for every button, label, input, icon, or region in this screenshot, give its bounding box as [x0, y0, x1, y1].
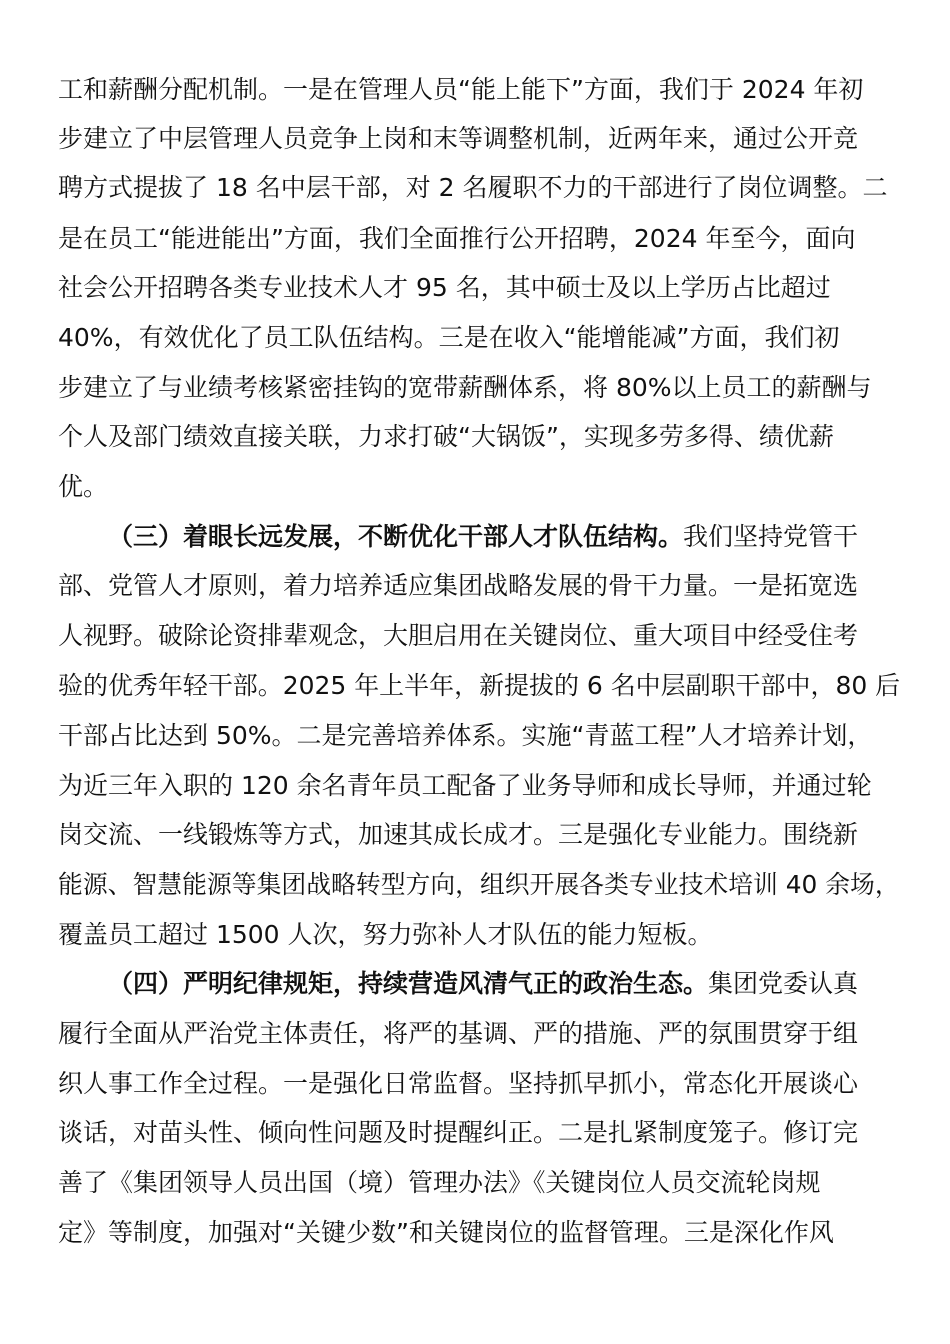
section-heading-4: （四）严明纪律规矩，持续营造风清气正的政治生态。	[108, 969, 709, 998]
paragraph-1-line-4: 是在员工“能进能出”方面，我们全面推行公开招聘，2024 年至今，面向	[58, 224, 856, 253]
paragraph-1-line-5: 社会公开招聘各类专业技术人才 95 名，其中硕士及以上学历占比超过	[58, 273, 831, 302]
paragraph-1-line-7: 步建立了与业绩考核紧密挂钩的宽带薪酬体系，将 80%以上员工的薪酬与	[58, 373, 872, 402]
paragraph-2-first-line	[108, 517, 858, 557]
paragraph-1-line-3: 聘方式提拔了 18 名中层干部，对 2 名履职不力的干部进行了岗位调整。二	[58, 173, 888, 202]
paragraph-2-first-line-text: 我们坚持党管干	[683, 522, 859, 551]
paragraph-3-line-2: 履行全面从严治党主体责任，将严的基调、严的措施、严的氛围贯穿于组	[58, 1019, 859, 1048]
paragraph-2-line-4: 验的优秀年轻干部。2025 年上半年，新提拔的 6 名中层副职干部中，80 后	[58, 671, 901, 700]
paragraph-2-line-2: 部、党管人才原则，着力培养适应集团战略发展的骨干力量。一是拓宽选	[58, 571, 859, 600]
paragraph-2-line-5: 干部占比达到 50%。二是完善培养体系。实施“青蓝工程”人才培养计划，	[58, 721, 873, 750]
paragraph-2-line-6: 为近三年入职的 120 余名青年员工配备了业务导师和成长导师，并通过轮	[58, 771, 872, 800]
paragraph-3-line-6: 定》等制度，加强对“关键少数”和关键岗位的监督管理。三是深化作风	[58, 1218, 834, 1247]
paragraph-3-line-5: 善了《集团领导人员出国（境）管理办法》《关键岗位人员交流轮岗规	[58, 1168, 821, 1197]
paragraph-1-line-8: 个人及部门绩效直接关联，力求打破“大锅饭”，实现多劳多得、绩优薪	[58, 422, 834, 451]
paragraph-2-line-9: 覆盖员工超过 1500 人次，努力弥补人才队伍的能力短板。	[58, 920, 713, 949]
paragraph-2-line-8: 能源、智慧能源等集团战略转型方向，组织开展各类专业技术培训 40 余场，	[58, 870, 900, 899]
paragraph-2-line-7: 岗交流、一线锻炼等方式，加速其成长成才。三是强化专业能力。围绕新	[58, 820, 859, 849]
paragraph-1-line-2: 步建立了中层管理人员竞争上岗和末等调整机制，近两年来，通过公开竞	[58, 124, 859, 153]
paragraph-2-line-3: 人视野。破除论资排辈观念，大胆启用在关键岗位、重大项目中经受住考	[58, 621, 859, 650]
paragraph-1-line-6: 40%，有效优化了员工队伍结构。三是在收入“能增能减”方面，我们初	[58, 323, 840, 352]
section-heading-3: （三）着眼长远发展，不断优化干部人才队伍结构。	[108, 522, 684, 551]
paragraph-1-line-1: 工和薪酬分配机制。一是在管理人员“能上能下”方面，我们于 2024 年初	[58, 75, 864, 104]
paragraph-3-line-4: 谈话，对苗头性、倾向性问题及时提醒纠正。二是扎紧制度笼子。修订完	[58, 1118, 859, 1147]
paragraph-1-line-9: 优。	[58, 472, 109, 501]
paragraph-3-line-3: 织人事工作全过程。一是强化日常监督。坚持抓早抓小，常态化开展谈心	[58, 1069, 859, 1098]
paragraph-3-first-line	[108, 964, 858, 1004]
paragraph-3-first-line-text: 集团党委认真	[708, 969, 859, 998]
